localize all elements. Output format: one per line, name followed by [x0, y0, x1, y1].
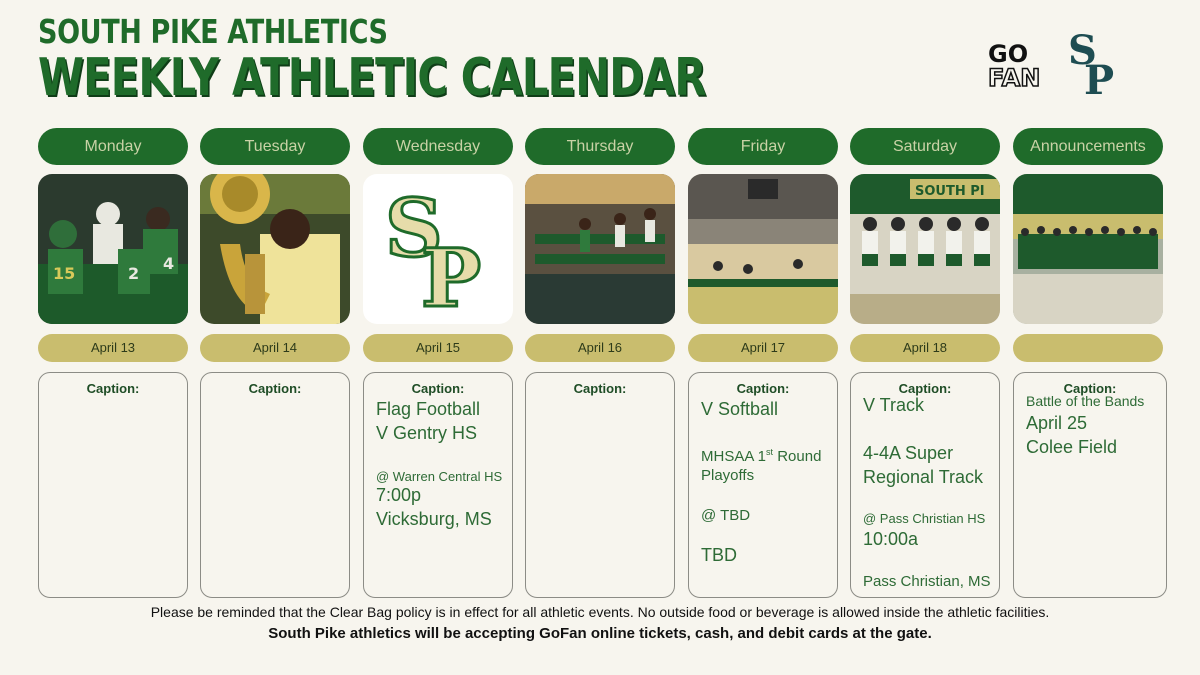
caption-line: @ Warren Central HS — [376, 469, 503, 484]
caption-line: V Softball — [701, 399, 779, 419]
caption-box — [363, 372, 513, 598]
basketball-team-huddle-photo — [38, 174, 188, 324]
day-column-thursday — [525, 128, 675, 598]
caption-line: April 25 — [1026, 413, 1088, 433]
svg-text:P: P — [421, 231, 482, 324]
caption-box — [1013, 372, 1167, 598]
caption-line: Playoffs — [701, 467, 755, 484]
caption-line: Regional Track — [863, 467, 984, 487]
gymnasium-photo — [688, 174, 838, 324]
page-title: WEEKLY ATHLETIC CALENDAR — [38, 48, 706, 108]
announcements-column — [1013, 128, 1163, 598]
date-pill: April 14 — [200, 334, 350, 362]
day-header: Wednesday — [363, 128, 513, 165]
day-header: Friday — [688, 128, 838, 165]
band-sousaphone-player-photo — [200, 174, 350, 324]
date-pill: April 18 — [850, 334, 1000, 362]
caption-line: V Gentry HS — [376, 423, 478, 443]
caption-label: Caption: — [86, 381, 140, 396]
day-column-monday — [38, 128, 188, 598]
day-column-saturday — [850, 128, 1000, 598]
caption-line: V Track — [863, 395, 925, 415]
date-pill: April 15 — [363, 334, 513, 362]
sp-logo-image — [363, 174, 513, 324]
caption-label: Caption: — [248, 381, 302, 396]
day-column-friday — [688, 128, 838, 598]
school-sp-logo-icon — [1066, 28, 1116, 98]
caption-label: Caption: — [573, 381, 627, 396]
caption-label: Caption: — [898, 381, 952, 396]
caption-label: Caption: — [411, 381, 465, 396]
header — [38, 14, 872, 106]
date-pill: April 17 — [688, 334, 838, 362]
svg-text:P: P — [1084, 57, 1115, 98]
gofan-logo-top: GO — [988, 40, 1029, 68]
caption-box — [525, 372, 675, 598]
caption-line: Vicksburg, MS — [376, 509, 492, 529]
caption-line: Flag Football — [376, 399, 481, 419]
svg-text:S: S — [385, 181, 443, 275]
day-column-tuesday — [200, 128, 350, 598]
logos — [988, 30, 1118, 100]
caption-line: Colee Field — [1026, 437, 1118, 457]
date-pill: April 16 — [525, 334, 675, 362]
day-header: Tuesday — [200, 128, 350, 165]
svg-text:2: 2 — [128, 264, 140, 283]
day-header: Monday — [38, 128, 188, 165]
day-header: Saturday — [850, 128, 1000, 165]
caption-line: 7:00p — [376, 485, 422, 505]
svg-text:S: S — [1068, 28, 1097, 74]
caption-line: @ Pass Christian HS — [863, 511, 986, 526]
svg-text:15: 15 — [53, 264, 76, 283]
cheerleaders-bleachers-photo — [525, 174, 675, 324]
caption-label: Caption: — [1063, 381, 1117, 396]
caption-line: Pass Christian, MS — [863, 573, 991, 590]
caption-line: 4-4A Super — [863, 443, 954, 463]
caption-box — [38, 372, 188, 598]
gofan-logo — [988, 42, 1062, 92]
date-pill — [1013, 334, 1163, 362]
football-team-field-photo — [1013, 174, 1163, 324]
caption-label: Caption: — [736, 381, 790, 396]
cheer-squad-photo — [850, 174, 1000, 324]
day-column-wednesday — [363, 128, 513, 598]
caption-line: Battle of the Bands — [1026, 393, 1145, 409]
caption-text: Round — [773, 448, 822, 465]
gofan-logo-bottom: FAN — [988, 64, 1041, 92]
caption-superscript: st — [766, 447, 774, 457]
svg-text:4: 4 — [163, 254, 175, 273]
caption-text: MHSAA 1 — [701, 448, 767, 465]
date-pill: April 13 — [38, 334, 188, 362]
caption-box — [850, 372, 1000, 598]
ticket-notice: South Pike athletics will be accepting GoFan online tickets, cash, and debit cards at the gate. — [268, 625, 932, 642]
svg-text:SOUTH PI: SOUTH PI — [915, 184, 985, 199]
caption-line: 10:00a — [863, 529, 919, 549]
caption-line: TBD — [701, 545, 737, 565]
clear-bag-notice: Please be reminded that the Clear Bag policy is in effect for all athletic events. No outside food or beverage is allowed inside the athletic facilities. — [150, 604, 1050, 620]
caption-box — [200, 372, 350, 598]
day-header: Announcements — [1013, 128, 1163, 165]
caption-line — [701, 447, 821, 465]
day-header: Thursday — [525, 128, 675, 165]
page-subtitle: SOUTH PIKE ATHLETICS — [38, 12, 388, 51]
caption-line: @ TBD — [701, 507, 751, 524]
caption-box — [688, 372, 838, 598]
